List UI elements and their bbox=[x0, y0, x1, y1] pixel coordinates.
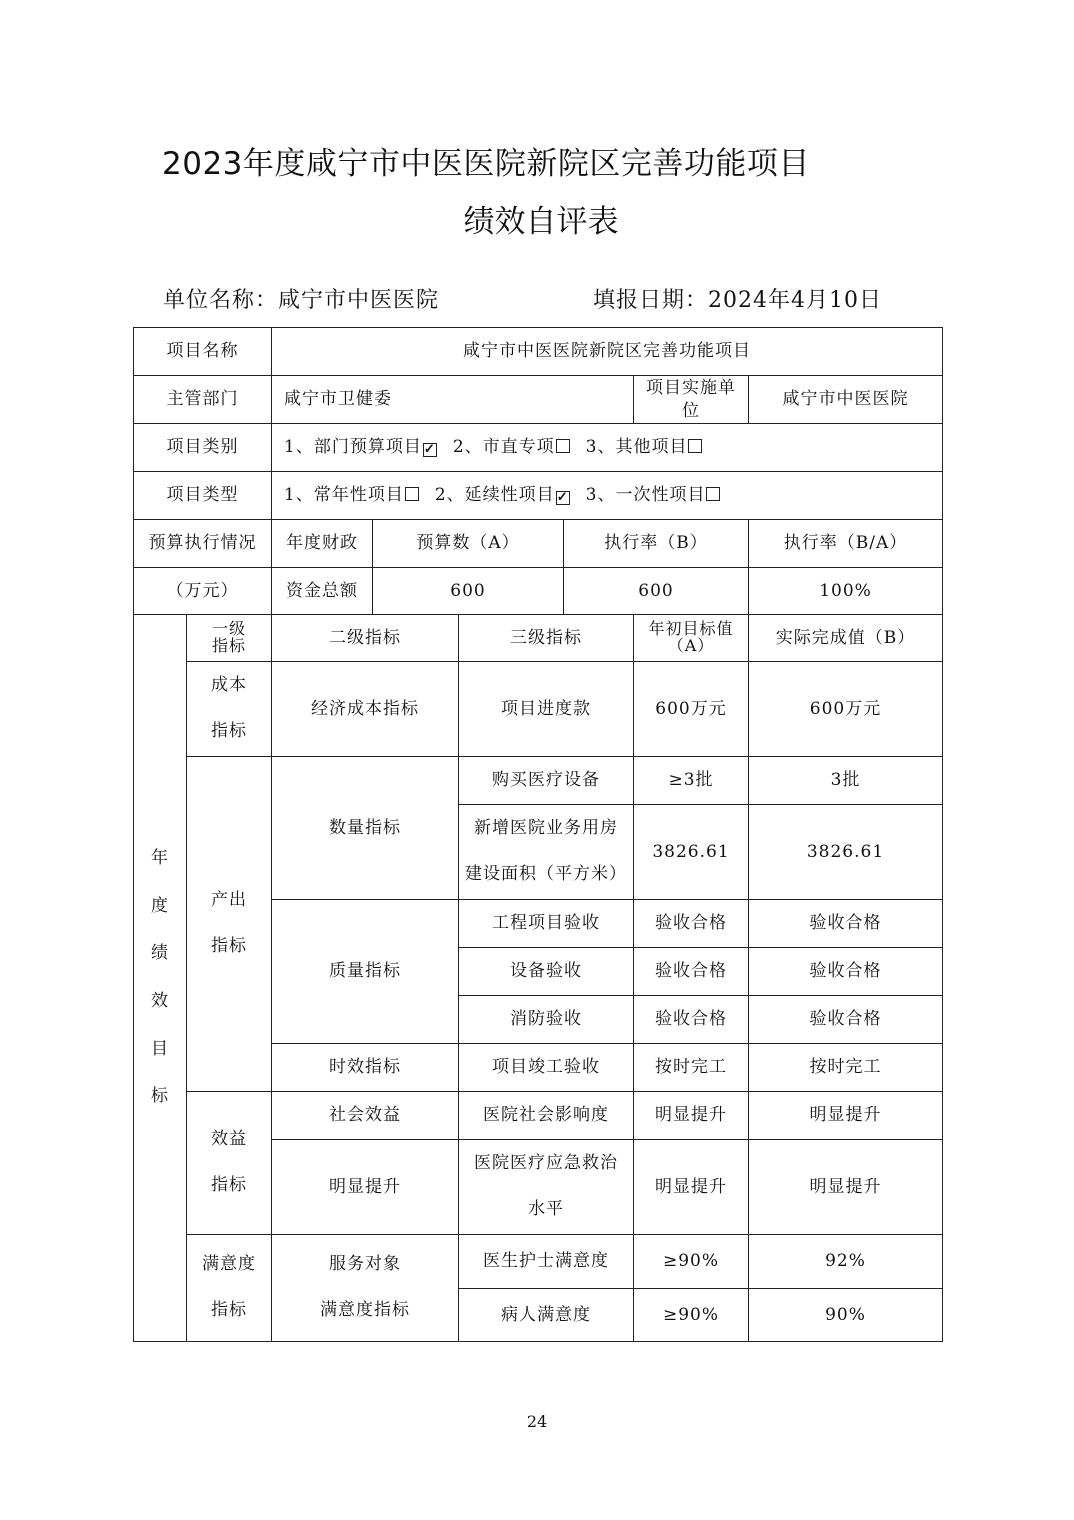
goals-label: 年 度 绩 效 目 标 bbox=[134, 615, 187, 1342]
sat2-actual: 90% bbox=[749, 1289, 943, 1342]
head-level1: 一级 指标 bbox=[187, 615, 272, 662]
sat1-target: ≥90% bbox=[634, 1235, 749, 1289]
category-option-3: 3、其他项目 bbox=[586, 437, 719, 457]
social-level2: 社会效益 bbox=[272, 1092, 459, 1140]
sat-level2: 服务对象 满意度指标 bbox=[272, 1235, 459, 1342]
b2-actual: 明显提升 bbox=[749, 1140, 943, 1235]
exec-b-value: 600 bbox=[564, 568, 749, 615]
checkbox-empty-icon bbox=[556, 439, 570, 453]
budget-label-line2: （万元） bbox=[134, 568, 272, 615]
category-option-1: 1、部门预算项目 ✓ bbox=[284, 437, 436, 458]
category-option-2: 2、市直专项 bbox=[453, 437, 586, 457]
type-option-3: 3、一次性项目 bbox=[586, 485, 737, 505]
time-level2: 时效指标 bbox=[272, 1044, 459, 1092]
dept-label: 主管部门 bbox=[134, 376, 272, 424]
cost-target: 600万元 bbox=[634, 662, 749, 757]
ql1-level3: 工程项目验收 bbox=[459, 900, 634, 948]
row-type bbox=[134, 472, 943, 520]
dept-value: 咸宁市卫健委 bbox=[272, 376, 634, 424]
exec-ratio-value: 100% bbox=[749, 568, 943, 615]
qty1-actual: 3批 bbox=[749, 757, 943, 805]
qty1-target: ≥3批 bbox=[634, 757, 749, 805]
fund-label-line2: 资金总额 bbox=[272, 568, 373, 615]
ql2-target: 验收合格 bbox=[634, 948, 749, 996]
performance-table bbox=[133, 327, 943, 1342]
fund-label-line1: 年度财政 bbox=[272, 520, 373, 568]
time-level3: 项目竣工验收 bbox=[459, 1044, 634, 1092]
qty2-level3: 新增医院业务用房 建设面积（平方米） bbox=[459, 805, 634, 900]
head-actual: 实际完成值（B） bbox=[749, 615, 943, 662]
qty1-level3: 购买医疗设备 bbox=[459, 757, 634, 805]
row-qty1 bbox=[134, 757, 943, 805]
row-budget-head bbox=[134, 520, 943, 568]
head-level3: 三级指标 bbox=[459, 615, 634, 662]
checkbox-empty-icon bbox=[688, 439, 702, 453]
social-level3: 医院社会影响度 bbox=[459, 1092, 634, 1140]
exec-b-label: 执行率（B） bbox=[564, 520, 749, 568]
head-level2: 二级指标 bbox=[272, 615, 459, 662]
sat2-level3: 病人满意度 bbox=[459, 1289, 634, 1342]
type-options bbox=[272, 472, 943, 520]
checkbox-checked-icon: ✓ bbox=[556, 490, 569, 506]
ql1-target: 验收合格 bbox=[634, 900, 749, 948]
ql3-target: 验收合格 bbox=[634, 996, 749, 1044]
row-dept bbox=[134, 376, 943, 424]
social-actual: 明显提升 bbox=[749, 1092, 943, 1140]
budget-label-line1: 预算执行情况 bbox=[134, 520, 272, 568]
impl-value: 咸宁市中医医院 bbox=[749, 376, 943, 424]
b2-level3: 医院医疗应急救治 水平 bbox=[459, 1140, 634, 1235]
row-category bbox=[134, 424, 943, 472]
time-target: 按时完工 bbox=[634, 1044, 749, 1092]
output-level1: 产出 指标 bbox=[187, 757, 272, 1092]
budget-a-label: 预算数（A） bbox=[373, 520, 564, 568]
quality-level2: 质量指标 bbox=[272, 900, 459, 1044]
sat-level1: 满意度 指标 bbox=[187, 1235, 272, 1342]
ql1-actual: 验收合格 bbox=[749, 900, 943, 948]
benefit-level1: 效益 指标 bbox=[187, 1092, 272, 1235]
category-options bbox=[272, 424, 943, 472]
type-option-1: 1、常年性项目 bbox=[284, 485, 435, 505]
sat2-target: ≥90% bbox=[634, 1289, 749, 1342]
b2-target: 明显提升 bbox=[634, 1140, 749, 1235]
b2-level2: 明显提升 bbox=[272, 1140, 459, 1235]
cost-level3: 项目进度款 bbox=[459, 662, 634, 757]
sat1-level3: 医生护士满意度 bbox=[459, 1235, 634, 1289]
category-label: 项目类别 bbox=[134, 424, 272, 472]
unit-name: 单位名称：咸宁市中医医院 bbox=[163, 288, 440, 313]
project-name-label: 项目名称 bbox=[134, 328, 272, 376]
ql3-level3: 消防验收 bbox=[459, 996, 634, 1044]
cost-actual: 600万元 bbox=[749, 662, 943, 757]
project-name-value: 咸宁市中医医院新院区完善功能项目 bbox=[272, 328, 943, 376]
qty-level2: 数量指标 bbox=[272, 757, 459, 900]
time-actual: 按时完工 bbox=[749, 1044, 943, 1092]
ql3-actual: 验收合格 bbox=[749, 996, 943, 1044]
checkbox-empty-icon bbox=[405, 487, 419, 501]
ql2-actual: 验收合格 bbox=[749, 948, 943, 996]
social-target: 明显提升 bbox=[634, 1092, 749, 1140]
row-project-name bbox=[134, 328, 943, 376]
impl-label: 项目实施单位 bbox=[634, 376, 749, 424]
row-social bbox=[134, 1092, 943, 1140]
sat1-actual: 92% bbox=[749, 1235, 943, 1289]
qty2-actual: 3826.61 bbox=[749, 805, 943, 900]
doc-title-line2: 绩效自评表 bbox=[463, 204, 619, 240]
checkbox-checked-icon: ✓ bbox=[423, 442, 436, 458]
type-option-2: 2、延续性项目 ✓ bbox=[434, 485, 569, 506]
fill-date: 填报日期：2024年4月10日 bbox=[593, 288, 882, 313]
row-cost bbox=[134, 662, 943, 757]
cost-level2: 经济成本指标 bbox=[272, 662, 459, 757]
doc-title-line1: 2023年度咸宁市中医医院新院区完善功能项目 bbox=[162, 146, 810, 182]
cost-level1: 成本 指标 bbox=[187, 662, 272, 757]
row-budget-values bbox=[134, 568, 943, 615]
budget-a-value: 600 bbox=[373, 568, 564, 615]
row-indicator-head bbox=[134, 615, 943, 662]
checkbox-empty-icon bbox=[706, 487, 720, 501]
page-number: 24 bbox=[526, 1412, 548, 1431]
row-sat1 bbox=[134, 1235, 943, 1289]
type-label: 项目类型 bbox=[134, 472, 272, 520]
qty2-target: 3826.61 bbox=[634, 805, 749, 900]
head-target: 年初目标值 （A） bbox=[634, 615, 749, 662]
ql2-level3: 设备验收 bbox=[459, 948, 634, 996]
exec-ratio-label: 执行率（B/A） bbox=[749, 520, 943, 568]
